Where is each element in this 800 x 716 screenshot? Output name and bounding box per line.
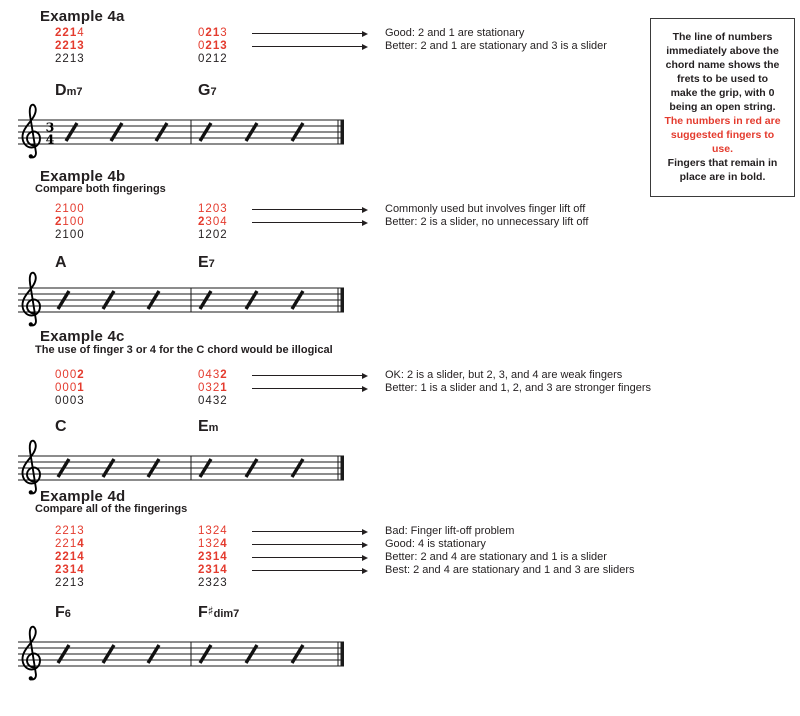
- fret-digit: 2: [205, 53, 213, 65]
- fret-digit: 4: [220, 525, 228, 537]
- fret-digit: 2: [205, 27, 213, 39]
- fret-digit: 0: [69, 216, 78, 228]
- arrow-icon: [252, 531, 366, 532]
- fingering-row: [0, 382, 651, 395]
- fingering-row: [0, 40, 648, 53]
- fret-digit: 3: [212, 395, 221, 407]
- treble-clef-icon: [23, 273, 41, 326]
- example-subtitle: Compare all of the fingerings: [35, 503, 188, 515]
- annotation-text: OK: 2 is a slider, but 2, 3, and 4 are weak fingers: [385, 369, 623, 381]
- fingering-rows: [0, 27, 648, 66]
- fret-digit: 1: [212, 53, 221, 65]
- fret-digit: 1: [220, 382, 228, 394]
- fret-number: [55, 551, 85, 563]
- fingering-rows: [0, 203, 648, 242]
- fret-digit: 1: [198, 203, 206, 215]
- fret-digit: 1: [69, 564, 78, 576]
- fret-digit: 0: [198, 27, 206, 39]
- fret-digit: 2: [55, 27, 63, 39]
- time-signature: 3: [45, 119, 55, 135]
- fret-digit: 0: [212, 229, 221, 241]
- fret-digit: 2: [55, 216, 63, 228]
- fret-number: [55, 40, 85, 52]
- example-subtitle: The use of finger 3 or 4 for the C chord would be illogical: [35, 344, 333, 356]
- fret-digit: 1: [198, 525, 206, 537]
- fret-digit: 3: [77, 525, 85, 537]
- chord-root: D: [55, 82, 67, 99]
- fret-digit: 3: [205, 525, 213, 537]
- fret-number: [55, 53, 85, 65]
- example-heading: Example 4c: [40, 328, 125, 345]
- fret-digit: 3: [205, 216, 213, 228]
- fret-number: [55, 395, 85, 407]
- final-barline: [341, 642, 345, 666]
- fret-digit: 1: [62, 216, 70, 228]
- fret-digit: 0: [69, 369, 78, 381]
- example-heading: Example 4b: [40, 168, 126, 185]
- fret-digit: 3: [220, 577, 228, 589]
- fret-digit: 3: [205, 382, 213, 394]
- fret-digit: 1: [69, 538, 78, 550]
- arrow-icon: [252, 46, 366, 47]
- treble-clef-icon: [29, 154, 33, 158]
- fret-number: [55, 27, 85, 39]
- treble-clef-icon: [23, 627, 41, 680]
- fret-digit: 3: [205, 577, 213, 589]
- fret-digit: 2: [62, 551, 70, 563]
- arrow-icon: [252, 33, 366, 34]
- fret-number: [55, 577, 85, 589]
- fret-digit: 2: [62, 577, 70, 589]
- fret-number: [198, 53, 228, 65]
- annotation-text: Best: 2 and 4 are stationary and 1 and 3 are sliders: [385, 564, 635, 576]
- chord-line: [0, 600, 648, 622]
- fret-number: [198, 229, 228, 241]
- fret-digit: 3: [62, 564, 70, 576]
- fret-number: [198, 525, 228, 537]
- fret-digit: 4: [77, 551, 85, 563]
- fret-digit: 1: [69, 53, 78, 65]
- chord-label: [198, 604, 239, 622]
- fret-digit: 1: [69, 525, 78, 537]
- fret-digit: 0: [212, 203, 221, 215]
- arrow-icon: [252, 222, 366, 223]
- final-barline: [341, 456, 345, 480]
- sharp-icon: ♯: [207, 604, 214, 618]
- fret-number: [198, 564, 228, 576]
- fret-digit: 0: [55, 382, 63, 394]
- fingering-row: [0, 564, 648, 577]
- fret-number: [198, 369, 228, 381]
- chord-suffix: 7: [208, 258, 215, 270]
- time-signature: 4: [45, 131, 55, 147]
- arrow-icon: [252, 209, 366, 210]
- fingering-rows: [0, 525, 648, 590]
- fret-digit: 3: [77, 40, 85, 52]
- fret-digit: 0: [77, 203, 85, 215]
- fret-digit: 4: [220, 551, 228, 563]
- fret-digit: 1: [198, 229, 206, 241]
- fret-digit: 3: [77, 53, 85, 65]
- chord-root: C: [55, 418, 67, 435]
- fret-number: [55, 229, 85, 241]
- fret-digit: 0: [69, 203, 78, 215]
- fret-digit: 0: [198, 382, 206, 394]
- chord-suffix: 6: [64, 608, 71, 620]
- treble-clef-icon: [23, 441, 41, 494]
- fret-digit: 2: [205, 229, 213, 241]
- fret-digit: 4: [220, 216, 228, 228]
- fret-digit: 1: [212, 551, 221, 563]
- fret-digit: 2: [77, 369, 85, 381]
- fret-digit: 3: [220, 203, 228, 215]
- fret-number: [198, 382, 228, 394]
- fret-digit: 2: [198, 577, 206, 589]
- chord-root: F: [198, 604, 208, 621]
- info-text-red-numbers: The numbers in red are suggested fingers to use.: [664, 114, 781, 155]
- fret-digit: 0: [62, 382, 70, 394]
- fret-digit: 0: [212, 216, 221, 228]
- staff: [8, 622, 353, 686]
- fret-digit: 2: [212, 525, 221, 537]
- fret-digit: 2: [55, 525, 63, 537]
- chord-root: A: [55, 254, 67, 271]
- info-text-frets: The line of numbers immediately above the chord name shows the frets to be used to make the grip, with 0 being an open string.: [665, 31, 780, 113]
- fingering-row: [0, 395, 648, 408]
- chord-suffix: 7: [210, 86, 217, 98]
- fingering-row: [0, 53, 648, 66]
- fingering-row: [0, 229, 648, 242]
- fret-digit: 2: [55, 53, 63, 65]
- fret-digit: 4: [220, 564, 228, 576]
- fret-number: [198, 27, 228, 39]
- treble-clef-icon: [23, 105, 41, 158]
- fret-digit: 2: [55, 551, 63, 563]
- fret-digit: 1: [62, 229, 70, 241]
- arrow-icon: [252, 570, 366, 571]
- fret-digit: 2: [55, 229, 63, 241]
- final-barline: [341, 120, 345, 144]
- fret-number: [198, 395, 228, 407]
- arrow-icon: [252, 375, 366, 376]
- fret-digit: 3: [77, 577, 85, 589]
- fret-digit: 1: [69, 40, 78, 52]
- annotation-text: Commonly used but involves finger lift off: [385, 203, 586, 215]
- treble-clef-icon: [29, 322, 33, 326]
- fingering-row: [0, 27, 648, 40]
- fingering-rows: [0, 369, 651, 408]
- fret-digit: 2: [198, 216, 206, 228]
- chord-root: F: [55, 604, 65, 621]
- fingering-row: [0, 216, 648, 229]
- fret-digit: 2: [212, 382, 221, 394]
- fret-digit: 2: [220, 395, 228, 407]
- fret-digit: 2: [62, 40, 70, 52]
- fingering-row: [0, 203, 648, 216]
- fret-number: [55, 538, 85, 550]
- fret-digit: 2: [205, 40, 213, 52]
- annotation-text: Better: 2 and 4 are stationary and 1 is a slider: [385, 551, 607, 563]
- fret-digit: 2: [198, 564, 206, 576]
- fret-digit: 2: [220, 53, 228, 65]
- fret-digit: 3: [220, 40, 228, 52]
- fret-digit: 2: [55, 40, 63, 52]
- chord-label: [55, 604, 71, 622]
- fret-digit: 3: [205, 538, 213, 550]
- fret-digit: 2: [62, 525, 70, 537]
- fret-digit: 0: [62, 395, 70, 407]
- fret-digit: 0: [55, 395, 63, 407]
- fret-digit: 2: [198, 551, 206, 563]
- fret-digit: 2: [212, 538, 221, 550]
- fret-digit: 0: [69, 395, 78, 407]
- fret-digit: 2: [62, 538, 70, 550]
- fret-digit: 0: [198, 369, 206, 381]
- fret-digit: 0: [77, 216, 85, 228]
- fret-digit: 1: [62, 203, 70, 215]
- fret-digit: 1: [212, 27, 221, 39]
- fret-digit: 0: [198, 40, 206, 52]
- fret-digit: 3: [77, 395, 85, 407]
- chord-label: [198, 82, 217, 100]
- fingering-row: [0, 525, 648, 538]
- annotation-text: Good: 2 and 1 are stationary: [385, 27, 525, 39]
- fingering-row: [0, 538, 648, 551]
- example-heading: Example 4a: [40, 8, 125, 25]
- example-section: [0, 8, 648, 164]
- fret-digit: 4: [77, 27, 85, 39]
- chord-suffix: m: [208, 422, 219, 434]
- fret-digit: 1: [77, 382, 85, 394]
- fret-digit: 4: [205, 395, 213, 407]
- fret-number: [55, 382, 85, 394]
- fret-number: [198, 538, 228, 550]
- fret-number: [198, 577, 228, 589]
- fret-digit: 4: [77, 564, 85, 576]
- fret-digit: 3: [212, 369, 221, 381]
- fret-number: [198, 40, 228, 52]
- fret-digit: 2: [220, 369, 228, 381]
- fret-digit: 1: [198, 538, 206, 550]
- fret-number: [55, 369, 85, 381]
- fret-number: [55, 203, 85, 215]
- info-box: [650, 18, 795, 197]
- fret-digit: 2: [55, 577, 63, 589]
- chord-label: [198, 418, 218, 436]
- fret-digit: 0: [69, 229, 78, 241]
- fret-digit: 1: [69, 577, 78, 589]
- fingering-row: [0, 369, 648, 382]
- example-heading: Example 4d: [40, 488, 126, 505]
- fret-digit: 2: [62, 53, 70, 65]
- chord-label: [55, 418, 67, 436]
- chord-suffix: dim7: [213, 608, 240, 620]
- fret-digit: 0: [69, 382, 78, 394]
- chord-root: E: [198, 418, 209, 435]
- example-section: [0, 328, 651, 484]
- fret-digit: 1: [212, 564, 221, 576]
- fret-number: [198, 216, 228, 228]
- chord-line: [0, 414, 648, 436]
- arrow-icon: [252, 388, 366, 389]
- fret-digit: 2: [220, 229, 228, 241]
- chord-root: E: [198, 254, 209, 271]
- fret-digit: 0: [198, 53, 206, 65]
- fret-digit: 3: [220, 27, 228, 39]
- arrow-icon: [252, 544, 366, 545]
- info-text-bold: Fingers that remain in place are in bold.: [667, 156, 778, 183]
- arrow-icon: [252, 557, 366, 558]
- staff: [8, 268, 353, 332]
- fret-digit: 1: [212, 40, 221, 52]
- fret-digit: 2: [212, 577, 221, 589]
- fret-digit: 0: [198, 395, 206, 407]
- fret-digit: 1: [69, 27, 78, 39]
- fret-number: [198, 551, 228, 563]
- fret-digit: 0: [62, 369, 70, 381]
- fret-digit: 0: [77, 229, 85, 241]
- fret-number: [198, 203, 228, 215]
- annotation-text: Better: 1 is a slider and 1, 2, and 3 are stronger fingers: [385, 382, 651, 394]
- fret-digit: 2: [205, 203, 213, 215]
- fret-digit: 1: [69, 551, 78, 563]
- fret-digit: 2: [55, 538, 63, 550]
- fret-number: [55, 525, 85, 537]
- fret-digit: 4: [77, 538, 85, 550]
- fingering-row: [0, 551, 648, 564]
- annotation-text: Better: 2 is a slider, no unnecessary lift off: [385, 216, 589, 228]
- chord-label: [55, 82, 82, 100]
- annotation-text: Better: 2 and 1 are stationary and 3 is a slider: [385, 40, 607, 52]
- chord-root: G: [198, 82, 211, 99]
- annotation-text: Good: 4 is stationary: [385, 538, 486, 550]
- fret-number: [55, 564, 85, 576]
- fret-digit: 2: [62, 27, 70, 39]
- fret-digit: 4: [220, 538, 228, 550]
- example-section: [0, 168, 648, 324]
- chord-suffix: m7: [66, 86, 83, 98]
- fret-digit: 4: [205, 369, 213, 381]
- fret-digit: 2: [55, 564, 63, 576]
- treble-clef-icon: [29, 676, 33, 680]
- fret-digit: 0: [55, 369, 63, 381]
- chord-line: [0, 78, 648, 100]
- fret-digit: 3: [205, 551, 213, 563]
- fingering-row: [0, 577, 648, 590]
- fret-digit: 3: [205, 564, 213, 576]
- annotation-text: Bad: Finger lift-off problem: [385, 525, 515, 537]
- example-subtitle: Compare both fingerings: [35, 183, 166, 195]
- final-barline: [341, 288, 345, 312]
- fret-digit: 2: [55, 203, 63, 215]
- staff: [8, 100, 353, 164]
- example-section: [0, 488, 648, 688]
- fret-number: [55, 216, 85, 228]
